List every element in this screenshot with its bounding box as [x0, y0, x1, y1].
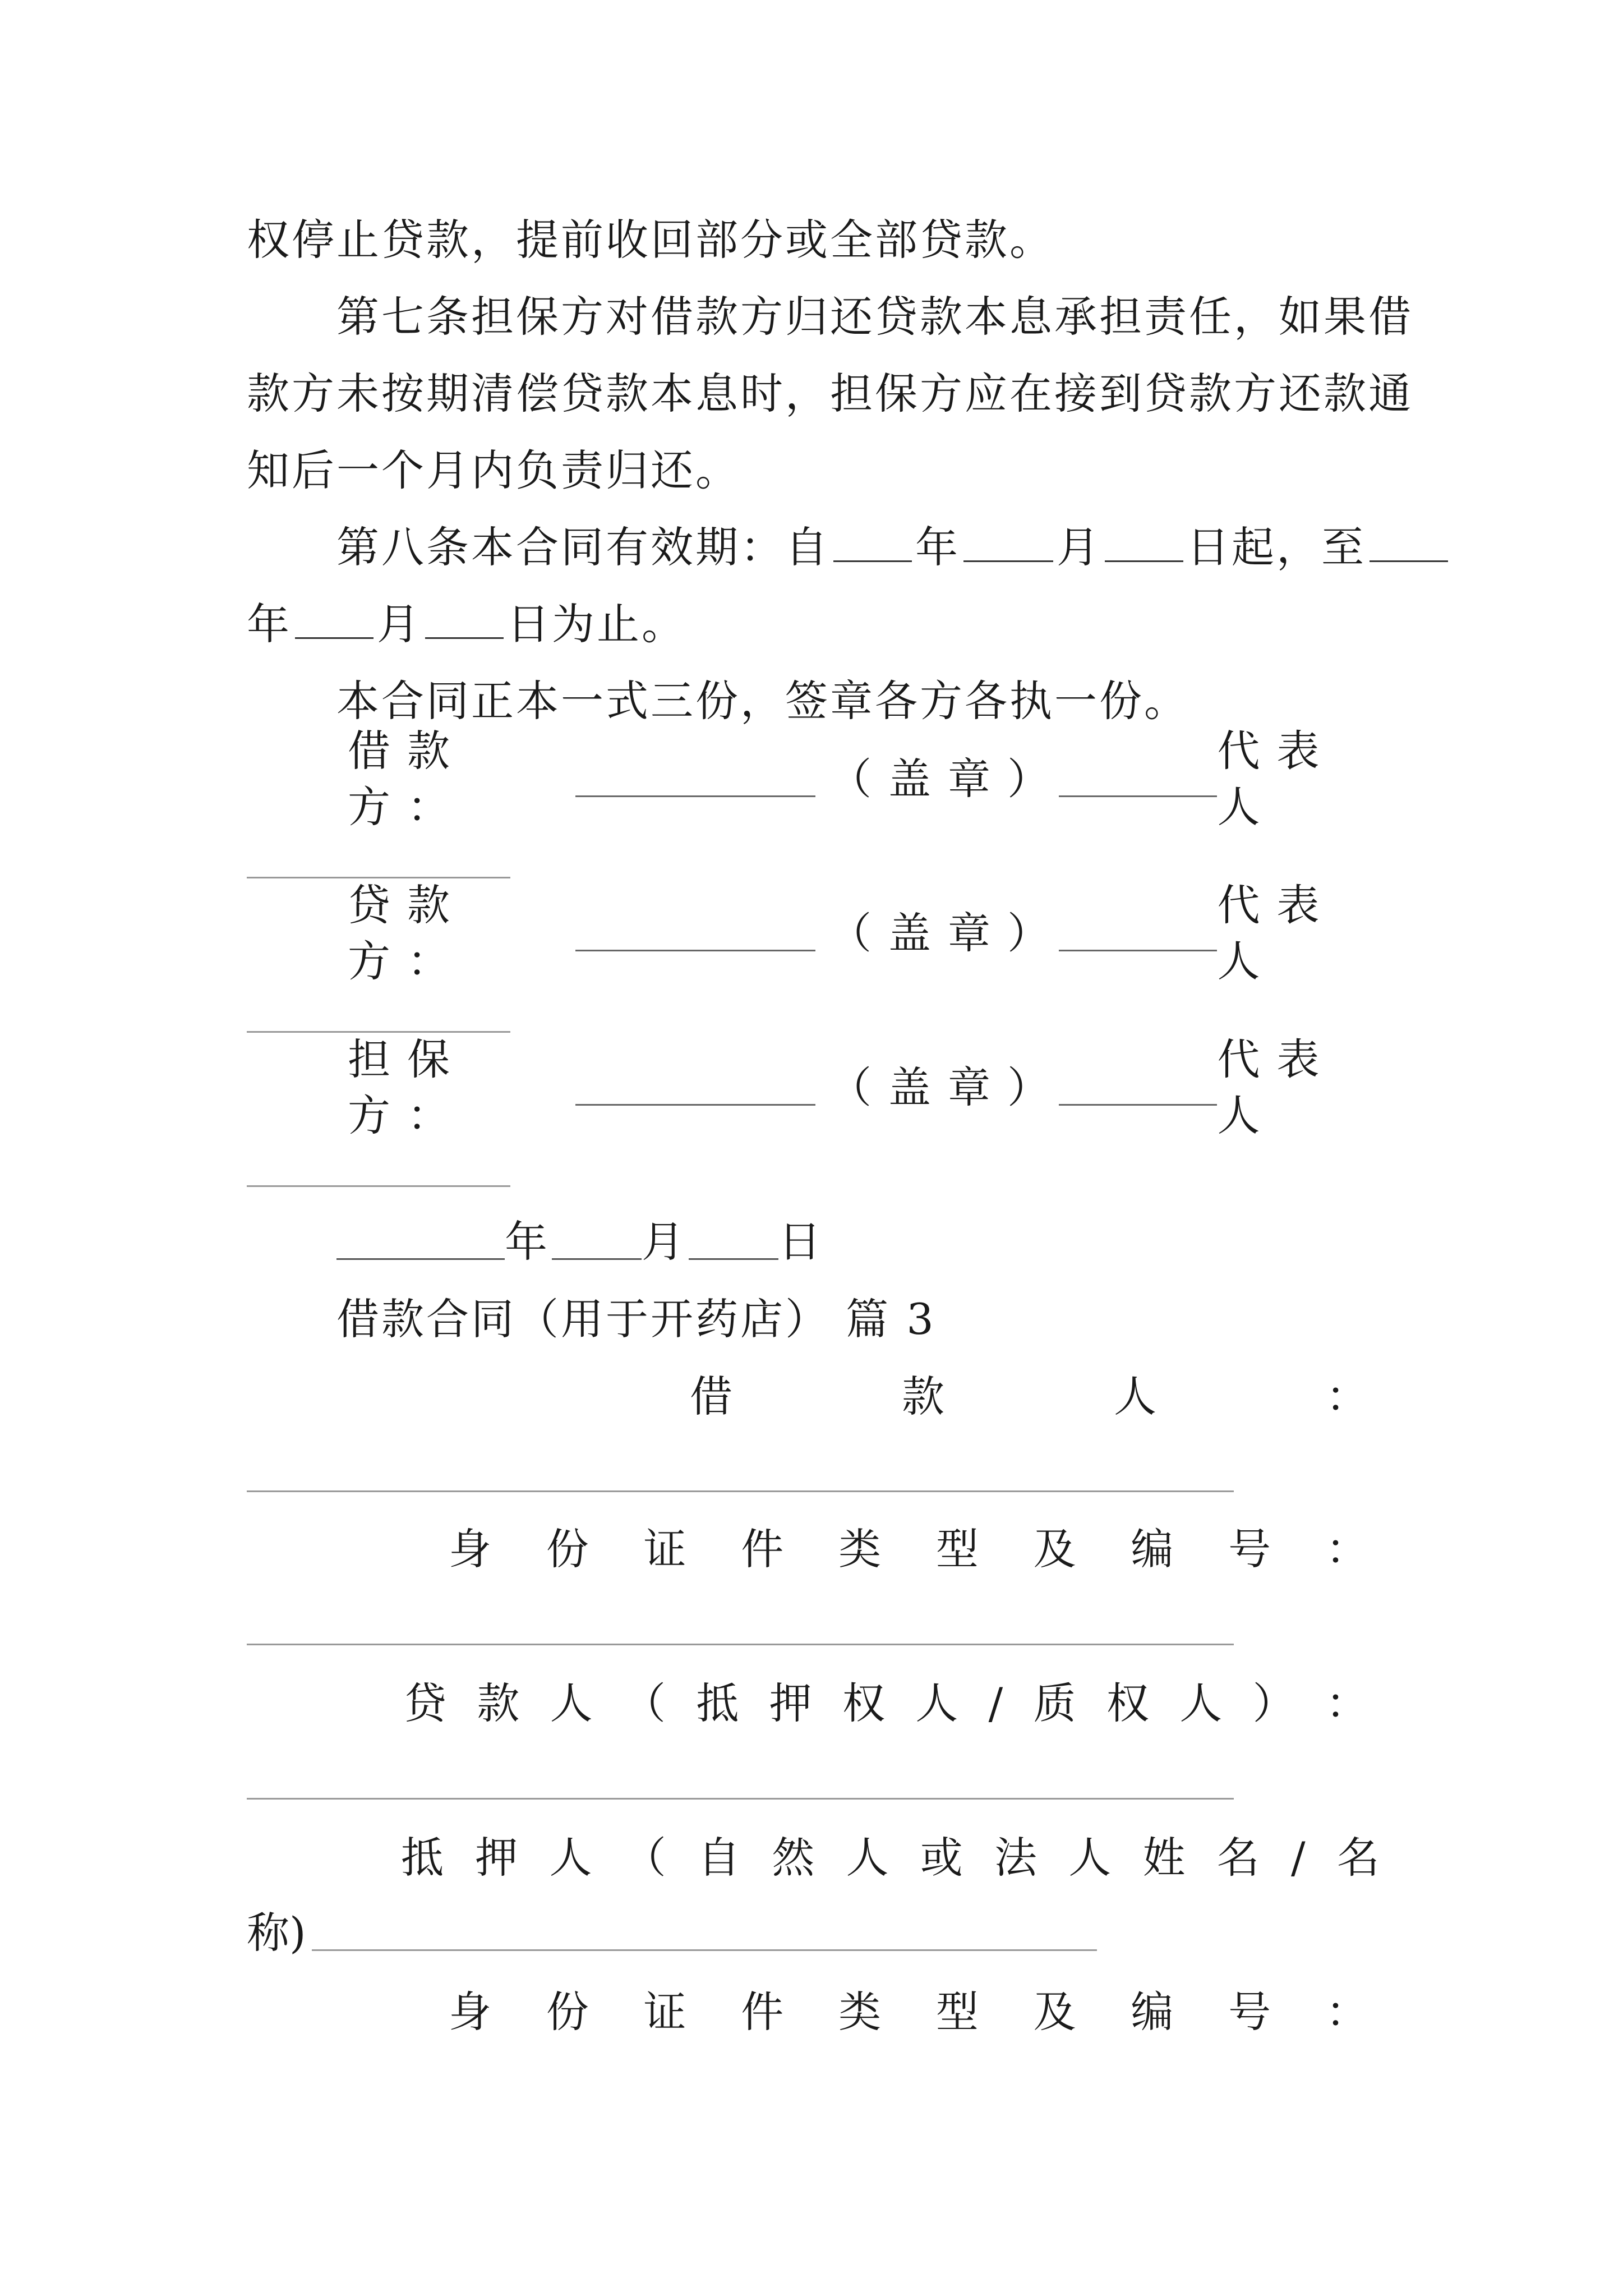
signature-label: 担保方：: [348, 1034, 467, 1140]
signature-blank[interactable]: [575, 762, 815, 797]
paragraph-line: 权停止贷款，提前收回部分或全部贷款。: [247, 215, 1054, 265]
signature-guarantor: [348, 1034, 1380, 1140]
char: 人: [1068, 1833, 1112, 1883]
seal-label: （盖章）: [829, 1062, 1067, 1112]
day-label: 日: [778, 1217, 821, 1267]
representative-label: 代表人: [1217, 726, 1336, 832]
blank-field[interactable]: [295, 598, 374, 639]
char: 型: [935, 1524, 979, 1574]
representative-blank[interactable]: [247, 1185, 510, 1187]
validity-text: 第八条本合同有效期：自: [336, 522, 830, 572]
seal-blank[interactable]: [1059, 916, 1217, 951]
char: 人: [1179, 1678, 1223, 1728]
paragraph-line: 款方未按期清偿贷款本息时，担保方应在接到贷款方还款通: [247, 369, 1413, 418]
blank-field[interactable]: [1370, 521, 1448, 562]
signing-date: [336, 1214, 821, 1270]
char: 姓: [1142, 1833, 1186, 1883]
signature-blank[interactable]: [575, 1070, 815, 1106]
char: （: [623, 1678, 666, 1728]
representative-label: 代表人: [1217, 1034, 1336, 1140]
char: 款: [902, 1372, 944, 1421]
char: 份: [546, 1987, 589, 2037]
paragraph-line: 知后一个月内负责归还。: [247, 445, 740, 495]
year-label: 年: [247, 599, 292, 649]
signature-blank[interactable]: [575, 916, 815, 951]
char: 人: [915, 1678, 958, 1728]
seal-label: （盖章）: [829, 908, 1067, 958]
char: 押: [475, 1833, 518, 1883]
blank-field[interactable]: [963, 521, 1053, 562]
char: 号: [1228, 1987, 1271, 2037]
id-type-field-label: [449, 1521, 1368, 1577]
char: 抵: [401, 1833, 444, 1883]
char: ：: [1325, 1678, 1368, 1728]
char: 件: [741, 1524, 784, 1574]
paragraph-line: 第七条担保方对借款方归还贷款本息承担责任，如果借: [336, 292, 1413, 342]
blank-field[interactable]: [833, 521, 912, 562]
borrower-field-label: [690, 1369, 1368, 1425]
char: 件: [741, 1987, 784, 2037]
char: 质: [1033, 1678, 1076, 1728]
seal-blank[interactable]: [1059, 762, 1217, 797]
char: 份: [546, 1524, 589, 1574]
char: 编: [1131, 1987, 1174, 2037]
section-title: 借款合同（用于开药店） 篇 3: [336, 1294, 936, 1344]
mortgagor-label-cont: 称): [247, 1908, 306, 1958]
day-blank[interactable]: [689, 1225, 778, 1260]
signature-lender: [348, 880, 1380, 986]
year-label: 年: [915, 522, 960, 572]
char: 权: [1106, 1678, 1149, 1728]
lender-field-label: [404, 1676, 1368, 1732]
char: 类: [838, 1524, 882, 1574]
char: ：: [1326, 1372, 1368, 1421]
char: （: [623, 1833, 666, 1883]
char: /: [1291, 1833, 1306, 1883]
month-label: 月: [1057, 522, 1101, 572]
char: 押: [769, 1678, 812, 1728]
representative-label: 代表人: [1217, 880, 1336, 986]
mortgagor-field-label: [401, 1830, 1380, 1886]
char: 身: [449, 1524, 491, 1574]
blank-field[interactable]: [1105, 521, 1183, 562]
char: 人: [1114, 1372, 1156, 1421]
char: 贷: [404, 1678, 446, 1728]
day-label: 日起，至: [1187, 522, 1366, 572]
month-blank[interactable]: [552, 1225, 642, 1260]
char: ）: [1252, 1678, 1295, 1728]
validity-period-line: [336, 519, 1380, 576]
char: 借: [690, 1372, 732, 1421]
mortgagor-blank[interactable]: [312, 1916, 1097, 1951]
signature-borrower: [348, 726, 1380, 832]
year-label: 年: [505, 1217, 547, 1267]
char: 型: [935, 1987, 979, 2037]
char: 证: [643, 1524, 686, 1574]
char: 人: [549, 1833, 592, 1883]
char: 及: [1033, 1524, 1076, 1574]
blank-field[interactable]: [425, 598, 504, 639]
paragraph-line: 本合同正本一式三份，签章各方各执一份。: [336, 676, 1189, 726]
seal-blank[interactable]: [1059, 1070, 1217, 1106]
month-label: 月: [377, 599, 422, 649]
signature-label: 贷款方：: [348, 880, 467, 986]
char: 名: [1216, 1833, 1260, 1883]
char: 然: [772, 1833, 815, 1883]
char: ：: [1325, 1524, 1368, 1574]
mortgagor-field-line-2: [247, 1905, 1097, 1961]
year-blank[interactable]: [336, 1225, 505, 1260]
char: 法: [994, 1833, 1037, 1883]
char: ：: [1325, 1987, 1368, 2037]
char: 证: [643, 1987, 686, 2037]
char: 人: [550, 1678, 593, 1728]
char: 款: [477, 1678, 520, 1728]
char: 名: [1336, 1833, 1380, 1883]
id-number-blank[interactable]: [247, 1644, 1234, 1645]
seal-label: （盖章）: [829, 754, 1067, 804]
char: 自: [698, 1833, 740, 1883]
validity-period-line-2: [247, 596, 1380, 652]
day-label: 日为止。: [507, 599, 686, 649]
char: 人: [846, 1833, 889, 1883]
signature-label: 借款方：: [348, 726, 467, 832]
char: /: [988, 1678, 1003, 1728]
char: 号: [1228, 1524, 1271, 1574]
char: 类: [838, 1987, 882, 2037]
char: 或: [920, 1833, 963, 1883]
char: 编: [1131, 1524, 1174, 1574]
lender-blank[interactable]: [247, 1798, 1234, 1800]
char: 及: [1033, 1987, 1076, 2037]
month-label: 月: [642, 1217, 684, 1267]
id-type-field-label-2: [449, 1984, 1368, 2040]
char: 身: [449, 1987, 491, 2037]
char: 权: [842, 1678, 885, 1728]
char: 抵: [696, 1678, 739, 1728]
borrower-blank[interactable]: [247, 1490, 1234, 1492]
